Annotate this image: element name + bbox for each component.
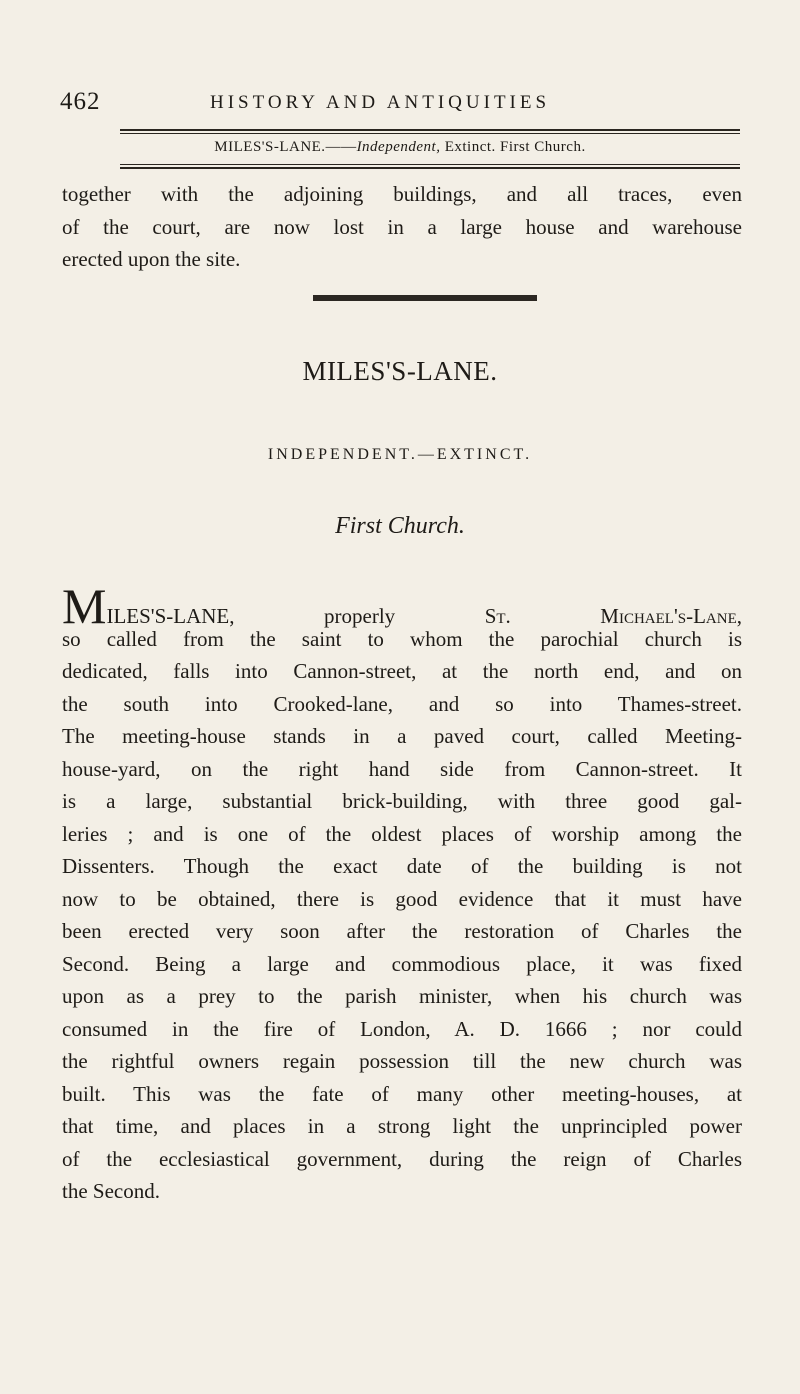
ornamental-rule bbox=[313, 295, 537, 301]
subhead-dash: —— bbox=[325, 139, 357, 155]
text-line: consumed in the fire of London, A. D. 1666 ; nor could bbox=[62, 1016, 742, 1041]
text-line: The meeting-house stands in a paved court, called Meeting- bbox=[62, 724, 742, 748]
church-order: First Church. bbox=[335, 513, 465, 539]
page-number: 462 bbox=[60, 88, 101, 115]
running-head bbox=[60, 88, 740, 120]
text-line: that time, and places in a strong light the unprincipled power bbox=[62, 1114, 742, 1138]
section-heading: MILES'S-LANE. bbox=[302, 356, 498, 386]
text-line: been erected very soon after the restoration of Charles the bbox=[62, 919, 742, 943]
first-line-lead: ILES'S-LANE, bbox=[106, 604, 235, 628]
text-line: house-yard, on the right hand side from Cannon-street. It bbox=[62, 756, 742, 781]
text-line: of the court, are now lost in a large house and warehouse bbox=[62, 214, 742, 239]
text-line bbox=[62, 578, 742, 634]
subhead-denomination: Independent, bbox=[356, 139, 441, 155]
text-line: Dissenters. Though the exact date of the building is not bbox=[62, 854, 742, 878]
running-subhead bbox=[0, 139, 800, 156]
denomination-line: INDEPENDENT.—EXTINCT. bbox=[267, 446, 533, 463]
first-line-middle: properly bbox=[234, 604, 485, 628]
text-line: the rightful owners regain possession till the new church was bbox=[62, 1049, 742, 1073]
article-paragraph bbox=[62, 578, 742, 1208]
subhead-rule bbox=[120, 167, 740, 169]
intro-paragraph bbox=[62, 178, 742, 276]
text-line: the Second. bbox=[62, 1179, 160, 1203]
text-line: together with the adjoining buildings, and all traces, even bbox=[62, 182, 742, 206]
text-line: so called from the saint to whom the parochial church is bbox=[62, 626, 742, 651]
text-line: Second. Being a large and commodious place, it was fixed bbox=[62, 951, 742, 976]
first-line-saint: St. Michael's-Lane, bbox=[484, 604, 742, 628]
text-line: now to be obtained, there is good evidence that it must have bbox=[62, 886, 742, 911]
header-rule bbox=[120, 129, 740, 131]
subhead-place: MILES'S-LANE. bbox=[214, 139, 326, 155]
text-line: the south into Crooked-lane, and so into Thames-street. bbox=[62, 691, 742, 716]
subhead-rest: Extinct. First Church. bbox=[440, 139, 586, 155]
text-line: is a large, substantial brick-building, with three good gal- bbox=[62, 789, 742, 813]
text-line: of the ecclesiastical government, during the reign of Charles bbox=[62, 1146, 742, 1171]
header-rule bbox=[120, 133, 740, 134]
drop-cap: M bbox=[62, 578, 107, 634]
text-line: erected upon the site. bbox=[62, 247, 241, 271]
text-line: built. This was the fate of many other meeting-houses, at bbox=[62, 1081, 742, 1106]
text-line: dedicated, falls into Cannon-street, at the north end, and on bbox=[62, 659, 742, 683]
text-line: upon as a prey to the parish minister, when his church was bbox=[62, 984, 742, 1008]
subhead-rule bbox=[120, 164, 740, 165]
text-line: leries ; and is one of the oldest places of worship among the bbox=[62, 821, 742, 846]
running-title: HISTORY AND ANTIQUITIES bbox=[210, 92, 551, 113]
